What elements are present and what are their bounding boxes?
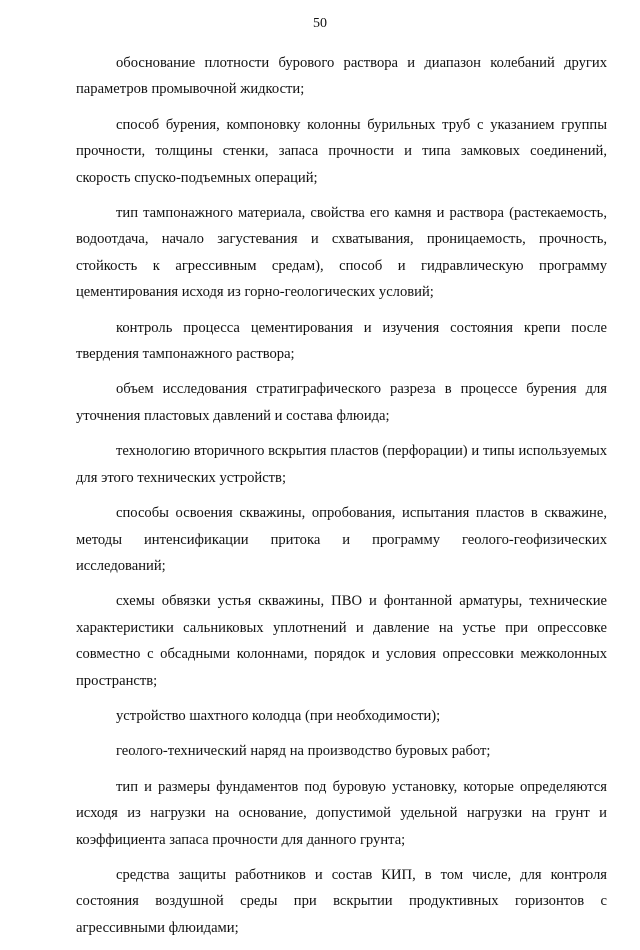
- page-number: 50: [313, 16, 327, 31]
- list-item-shaft-well: устройство шахтного колодца (при необходимости);: [116, 707, 441, 724]
- list-item-stratigraphic-research: объем исследования стратиграфического разреза в процессе бурения для уточнения пластовых давлений и состава флюида;: [76, 381, 607, 424]
- list-item-perforation-technology: технологию вторичного вскрытия пластов (перфорации) и типы используемых для этого технических устройств;: [76, 443, 607, 486]
- list-item-geo-technical-order: геолого-технический наряд на производство буровых работ;: [116, 743, 491, 760]
- list-item-foundations: тип и размеры фундаментов под буровую установку, которые определяются исходя из нагрузки на основание, допустимой удельной нагрузки на грунт и коэффициента запаса прочности для данного грунта;: [76, 778, 607, 848]
- list-item-drilling-fluid-density: обоснование плотности бурового раствора и диапазон колебаний других параметров промывочной жидкости;: [76, 55, 607, 98]
- list-item-cementing-control: контроль процесса цементирования и изучения состояния крепи после твердения тампонажного раствора;: [76, 319, 607, 363]
- list-item-wellhead-schemes: схемы обвязки устья скважины, ПВО и фонтанной арматуры, технические характеристики сальниковых уплотнений и давление на устье при опрессовке совместно с обсадными колоннами, порядок и условия опрессовки межколонных пространств;: [76, 593, 607, 689]
- list-item-well-completion: способы освоения скважины, опробования, испытания пластов в скважине, методы интенсификации притока и программу геолого-геофизических исследований;: [76, 505, 607, 574]
- list-item-drilling-method: способ бурения, компоновку колонны бурильных труб с указанием группы прочности, толщины стенки, запаса прочности и типа замковых соединений, скорость спуско-подъемных операций;: [76, 116, 607, 186]
- document-body: [76, 50, 607, 950]
- list-item-cement-material: тип тампонажного материала, свойства его камня и раствора (растекаемость, водоотдача, начало загустевания и схватывания, проницаемость, прочность, стойкость к агрессивным средам), способ и гидравлическую программу цементирования исходя из горно-геологических условий;: [76, 205, 607, 301]
- list-item-protection-means: средства защиты работников и состав КИП, в том числе, для контроля состояния воздушной среды при вскрытии продуктивных горизонтов с агрессивными флюидами;: [76, 866, 607, 936]
